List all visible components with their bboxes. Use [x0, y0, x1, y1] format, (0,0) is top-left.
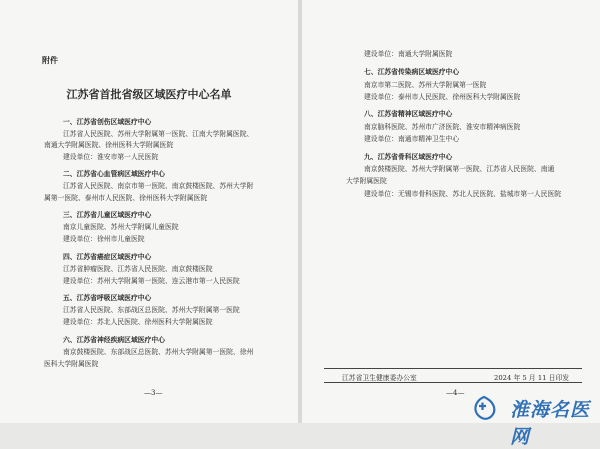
text-line: 医科大学附属医院 [44, 360, 99, 368]
text-line: 建设单位：苏北人民医院、徐州医科大学附属医院 [63, 318, 213, 326]
section-heading-7: 七、江苏省传染病区域医疗中心 [364, 68, 460, 76]
text-line: 南京鼓楼医院、东部战区总医院、苏州大学附属第一医院、徐州 [63, 348, 254, 356]
text-line: 建设单位：苏州大学附属第一医院、连云港市第一人民医院 [63, 277, 240, 285]
document-title: 江苏省首批省级区域医疗中心名单 [66, 88, 232, 101]
section-heading-9: 九、江苏省骨科区域医疗中心 [364, 153, 453, 161]
section-heading-1: 一、江苏省创伤区域医疗中心 [63, 118, 152, 126]
section-heading-3: 三、江苏省儿童区域医疗中心 [63, 211, 152, 219]
page-number: —3— [144, 389, 163, 397]
section-heading-8: 八、江苏省精神区域医疗中心 [364, 110, 453, 118]
section-heading-2: 二、江苏省心血管病区域医疗中心 [63, 170, 165, 178]
section-heading-4: 四、江苏省癌症区域医疗中心 [63, 253, 152, 261]
text-line: 建设单位：淮安市第一人民医院 [63, 153, 159, 161]
text-line: 江苏省人民医院、苏州大学附属第一医院、江南大学附属医院、 [63, 130, 254, 138]
footer-rule-top [324, 368, 582, 369]
watermark-text: 淮海名医网 [510, 399, 591, 448]
text-line: 南京脑科医院、苏州市广济医院、淮安市精神病医院 [364, 123, 521, 131]
text-line: 江苏省肿瘤医院、江苏省人民医院、南京鼓楼医院 [63, 265, 213, 273]
footer-date: 2024 年 5 月 11 日印发 [494, 374, 570, 382]
right-page [302, 0, 600, 423]
footer-issuer: 江苏省卫生健康委办公室 [342, 374, 417, 382]
attachment-label: 附件 [42, 55, 58, 65]
text-line: 建设单位：泰州市人民医院、徐州医科大学附属医院 [364, 93, 521, 101]
text-line: 建设单位：无锡市骨科医院、苏北人民医院、盐城市第一人民医院 [364, 190, 562, 198]
text-line: 南京市第二医院、苏州大学附属第一医院 [364, 81, 487, 89]
text-line: 建设单位：南通市精神卫生中心 [364, 135, 460, 143]
text-line: 江苏省人民医院、东部战区总医院、苏州大学附属第一医院 [63, 306, 240, 314]
text-line: 南京儿童医院、苏州大学附属儿童医院 [63, 223, 179, 231]
text-line: 建设单位：南通大学附属医院 [364, 50, 453, 58]
section-heading-5: 五、江苏省呼吸区域医疗中心 [63, 294, 152, 302]
text-line: 建设单位：徐州市儿童医院 [63, 235, 145, 243]
text-line: 南京鼓楼医院、苏州大学附属第一医院、江苏省人民医院、南通 [364, 165, 555, 173]
text-line: 南通大学附属医院、徐州医科大学附属医院 [44, 141, 174, 149]
text-line: 属第一医院、泰州市人民医院、徐州医科大学附属医院 [44, 194, 208, 202]
page-number: —4— [446, 389, 465, 397]
text-line: 江苏省人民医院、南京市第一医院、南京鼓楼医院、苏州大学附 [63, 182, 254, 190]
left-page [0, 0, 298, 423]
footer-rule-bottom [324, 382, 582, 383]
text-line: 大学附属医院 [346, 177, 387, 185]
section-heading-6: 六、江苏省神经疾病区域医疗中心 [63, 336, 165, 344]
